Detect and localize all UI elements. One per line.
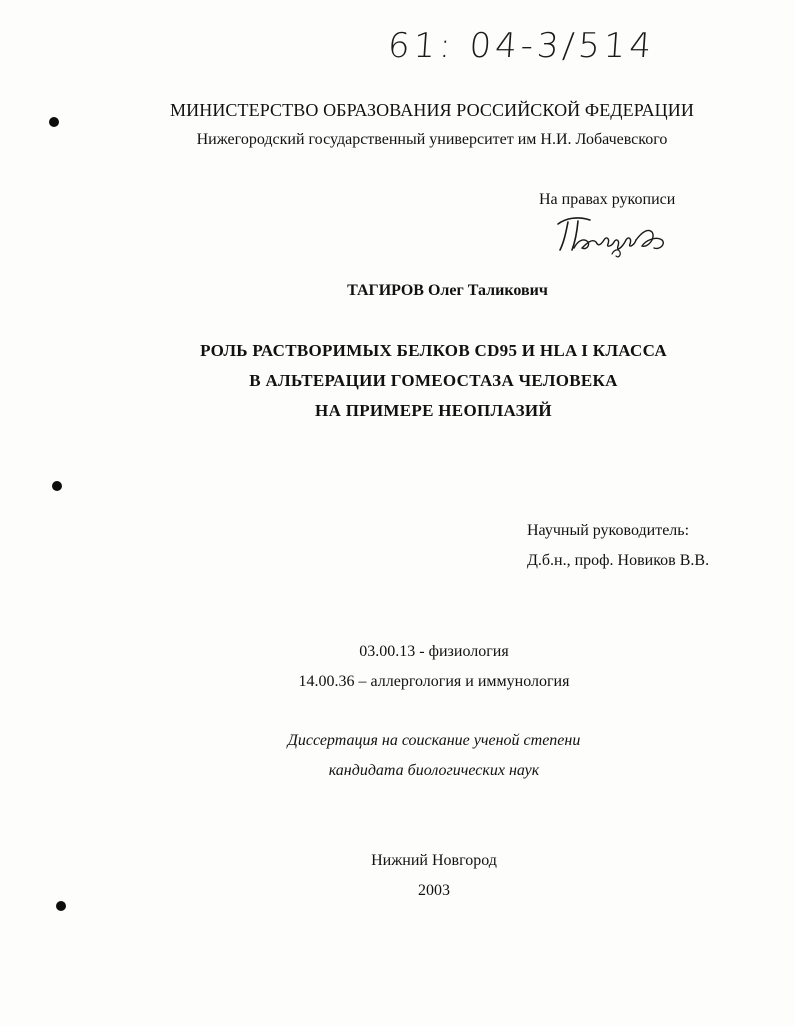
specialty-immunology: 14.00.36 – аллергология и иммунология — [298, 673, 570, 690]
advisor-label: Научный руководитель: — [527, 522, 690, 539]
punch-hole-bottom — [56, 901, 66, 911]
title-line-3: НА ПРИМЕРЕ НЕОПЛАЗИЙ — [315, 401, 552, 420]
year: 2003 — [418, 882, 450, 899]
manuscript-note: На правах рукописи — [539, 191, 676, 208]
punch-hole-middle — [52, 481, 62, 491]
archive-number: 61: 04-3/514 — [386, 26, 657, 66]
ministry-heading: МИНИСТЕРСТВО ОБРАЗОВАНИЯ РОССИЙСКОЙ ФЕДЕРАЦИИ — [170, 100, 694, 120]
advisor-name: Д.б.н., проф. Новиков В.В. — [527, 552, 710, 569]
author-signature — [548, 210, 678, 265]
title-line-2: В АЛЬТЕРАЦИИ ГОМЕОСТАЗА ЧЕЛОВЕКА — [249, 371, 618, 390]
university-name: Нижегородский государственный университет им Н.И. Лобачевского — [196, 131, 668, 148]
title-line-1: РОЛЬ РАСТВОРИМЫХ БЕЛКОВ CD95 И HLA I КЛАССА — [200, 341, 667, 360]
author-name: ТАГИРОВ Олег Таликович — [347, 282, 548, 299]
dissertation-line-2: кандидата биологических наук — [328, 762, 540, 779]
dissertation-line-1: Диссертация на соискание ученой степени — [287, 732, 581, 749]
specialty-physiology: 03.00.13 - физиология — [359, 643, 509, 660]
city: Нижний Новгород — [371, 852, 497, 869]
